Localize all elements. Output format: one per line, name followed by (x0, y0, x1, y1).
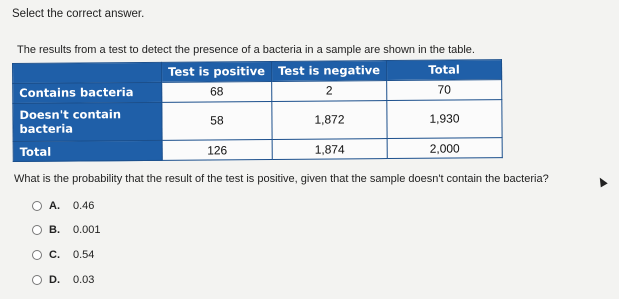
table-header-cell: Test is positive (161, 61, 271, 82)
results-table (12, 59, 503, 162)
table-cell: 2 (272, 80, 387, 101)
choice-letter: D. (49, 274, 60, 286)
row-label: Doesn't contain bacteria (13, 102, 162, 142)
table-cell: 2,000 (387, 138, 502, 159)
radio-button[interactable] (32, 250, 42, 260)
table-cell: 68 (162, 81, 272, 102)
choice-text: 0.001 (73, 224, 101, 236)
table-cell: 70 (387, 80, 502, 101)
table-cell: 126 (162, 140, 272, 161)
table-row (13, 99, 502, 141)
choice-text: 0.03 (73, 274, 95, 286)
choice-d[interactable] (32, 273, 94, 287)
prompt-text: The results from a test to detect the presence of a bacteria in a sample are shown in the table. (17, 44, 475, 56)
choice-letter: A. (49, 200, 60, 212)
table-cell: 1,930 (387, 99, 502, 138)
table-cell: 1,872 (272, 100, 387, 139)
instruction-text: Select the correct answer. (12, 8, 145, 20)
table-header-cell: Total (386, 60, 501, 81)
cursor-icon (596, 176, 607, 188)
table-row (13, 138, 502, 162)
choice-text: 0.46 (73, 200, 95, 212)
table-header-cell: Test is negative (271, 61, 386, 82)
table-cell: 1,874 (272, 139, 387, 160)
choice-a[interactable] (32, 199, 94, 213)
radio-button[interactable] (32, 275, 42, 285)
radio-button[interactable] (32, 225, 42, 235)
row-label: Total (13, 140, 162, 161)
choice-c[interactable] (32, 248, 94, 262)
table-cell: 58 (162, 101, 272, 140)
row-label: Contains bacteria (13, 82, 162, 103)
question-text: What is the probability that the result of the test is positive, given that the sample doesn't contain the bacteria? (14, 173, 549, 185)
choice-letter: B. (49, 224, 60, 236)
choice-text: 0.54 (73, 249, 95, 261)
table-header-cell (13, 62, 162, 83)
radio-button[interactable] (32, 201, 42, 211)
choice-letter: C. (49, 249, 60, 261)
choice-b[interactable] (32, 223, 101, 237)
